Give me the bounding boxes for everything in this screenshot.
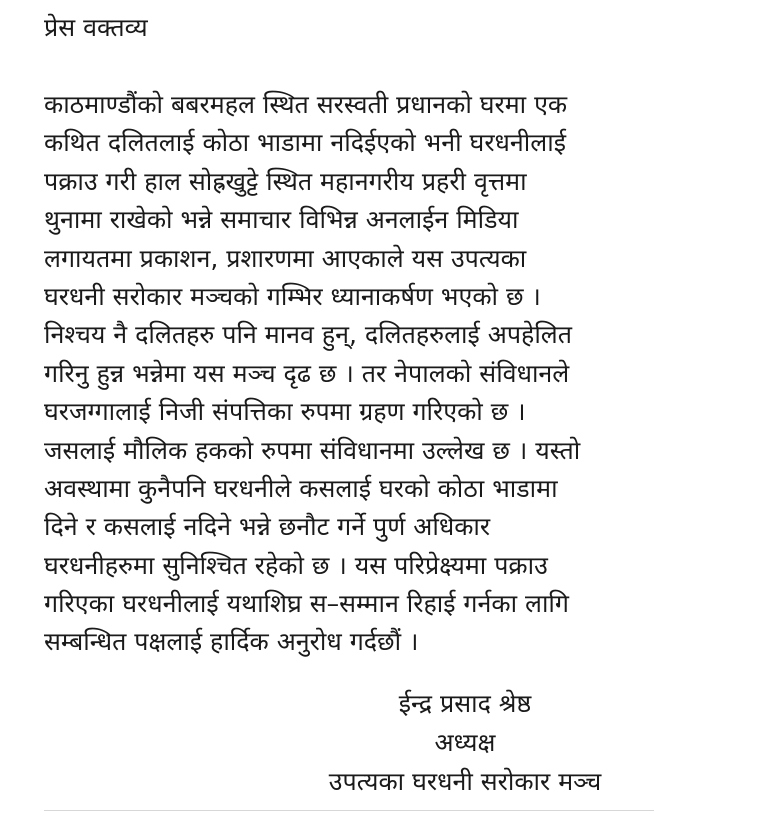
body-line: दिने र कसलाई नदिने भन्ने छनौट गर्ने पुर्ण अधिकार [44, 512, 491, 542]
body-line: गरिएका घरधनीलाई यथाशिघ्र स–सम्मान रिहाई गर्नका लागि [44, 589, 569, 619]
bottom-divider [44, 810, 654, 811]
body-line: गरिनु हुन्न भन्नेमा यस मञ्च दृढ छ । तर नेपालको संविधानले [44, 358, 570, 388]
body-line: लगायतमा प्रकाशन, प्रशारणमा आएकाले यस उपत्यका [44, 243, 527, 273]
body-line: निश्चय नै दलितहरु पनि मानव हुन्, दलितहरुलाई अपहेलित [44, 320, 573, 350]
body-line: घरधनीहरुमा सुनिश्चित रहेको छ । यस परिप्रेक्ष्यमा पक्राउ [44, 550, 548, 580]
body-line: कथित दलितलाई कोठा भाडामा नदिईएको भनी घरधनीलाई [44, 128, 566, 158]
body-line: सम्बन्धित पक्षलाई हार्दिक अनुरोध गर्दछौं । [44, 627, 419, 657]
signature-block [300, 684, 630, 801]
body-line: थुनामा राखेको भन्ने समाचार विभिन्न अनलाईन मिडिया [44, 205, 519, 235]
signatory-organization: उपत्यका घरधनी सरोकार मञ्च [328, 767, 602, 796]
body-line: घरधनी सरोकार मञ्चको गम्भिर ध्यानाकर्षण भएको छ । [44, 281, 541, 311]
signatory-name: ईन्द्र प्रसाद श्रेष्ठ [398, 689, 532, 718]
signatory-position: अध्यक्ष [434, 728, 496, 757]
statement-body [44, 86, 744, 662]
body-line: काठमाण्डौंको बबरमहल स्थित सरस्वती प्रधानको घरमा एक [44, 90, 568, 119]
body-line: अवस्थामा कुनैपनि घरधनीले कसलाई घरको कोठा भाडामा [44, 473, 558, 503]
body-line: पक्राउ गरी हाल सोह्रखुट्टे स्थित महानगरीय प्रहरी वृत्तमा [44, 166, 527, 196]
body-line: घरजग्गालाई निजी संपत्तिका रुपमा ग्रहण गरिएको छ । [44, 397, 526, 427]
document-title: प्रेस वक्तव्य [44, 13, 148, 42]
body-line: जसलाई मौलिक हकको रुपमा संविधानमा उल्लेख छ । यस्तो [44, 435, 581, 465]
